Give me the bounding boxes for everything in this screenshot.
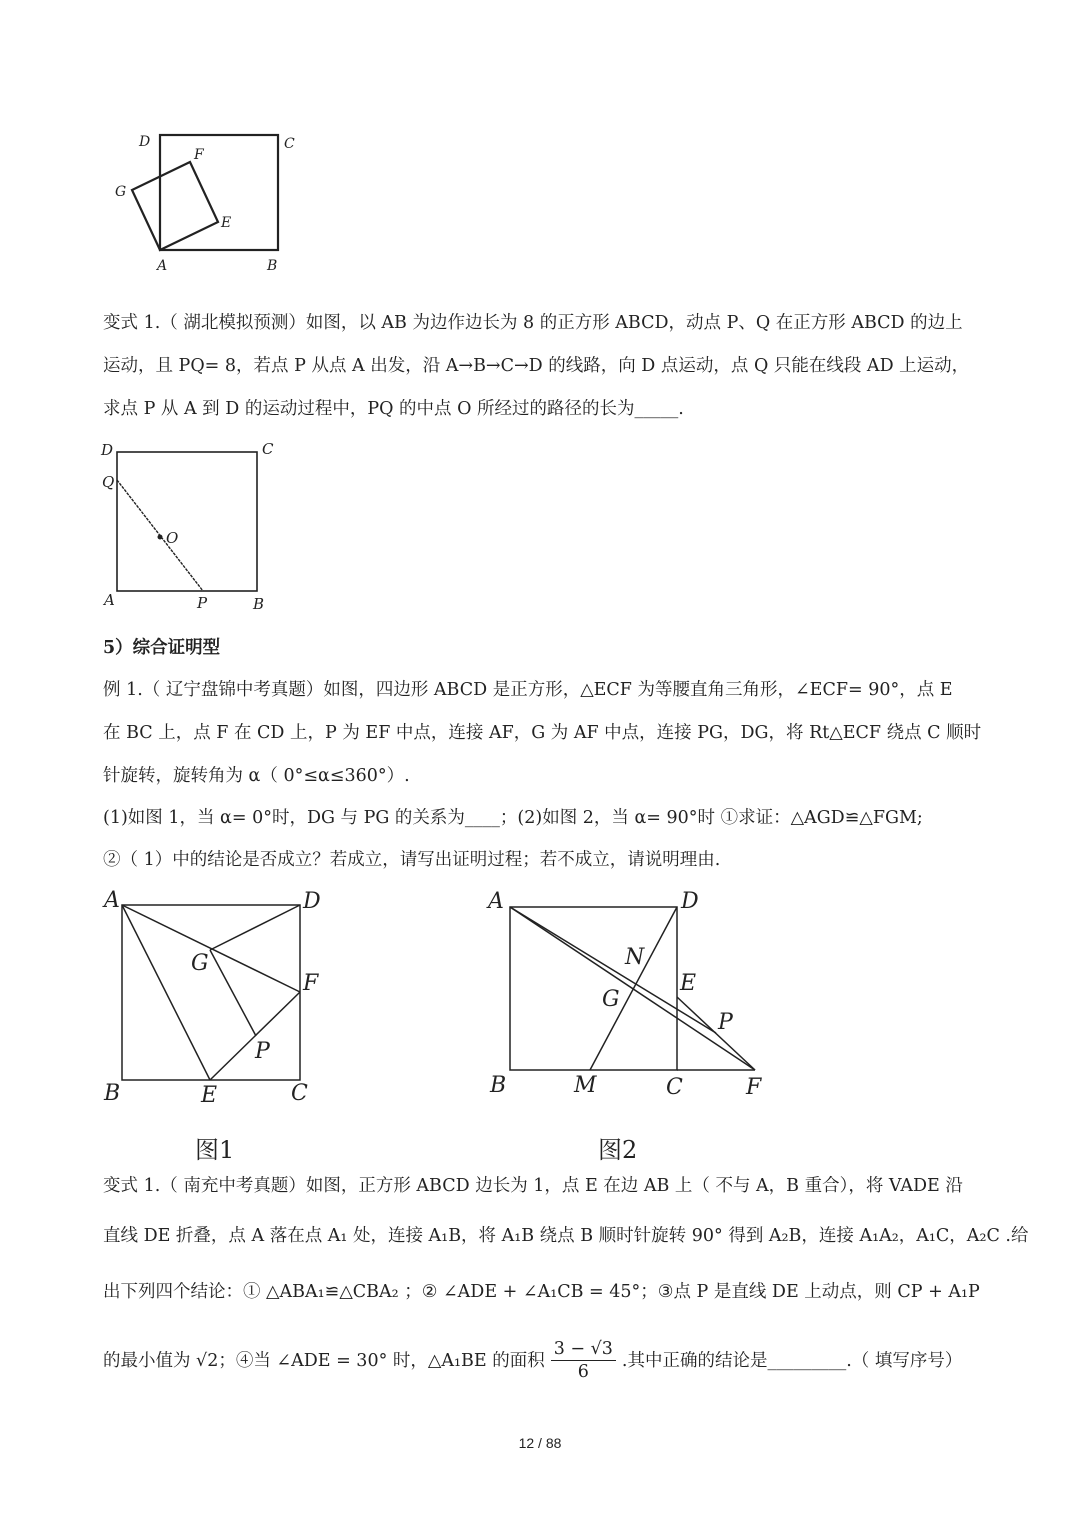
example1-line-4: (1)如图 1，当 α= 0°时，DG 与 PG 的关系为____；(2)如图 2，当 α= 90°时 ①求证：△AGD≌△FGM; <box>103 808 923 828</box>
label-E: E <box>680 971 697 996</box>
label-G: G <box>115 184 127 200</box>
label-M: M <box>574 1073 597 1098</box>
area-fraction <box>551 1338 616 1383</box>
label-B: B <box>267 258 278 274</box>
example1-line-5: ②（ 1）中的结论是否成立？若成立，请写出证明过程；若不成立，请说明理由. <box>103 850 721 870</box>
variant1b-line-2: 直线 DE 折叠，点 A 落在点 A₁ 处，连接 A₁B，将 A₁B 绕点 B 顺时针旋转 90° 得到 A₂B，连接 A₁A₂，A₁C，A₂C .给 <box>103 1226 1029 1246</box>
label-C: C <box>291 1081 308 1106</box>
variant1-line-1: 变式 1.（ 湖北模拟预测）如图，以 AB 为边作边长为 8 的正方形 ABCD，动点 P、Q 在正方形 ABCD 的边上 <box>103 313 963 333</box>
label-F: F <box>194 147 204 163</box>
figure-2-caption: 图2 <box>598 1136 638 1164</box>
page-number: 12 / 88 <box>518 1435 562 1451</box>
label-A: A <box>104 591 115 609</box>
label-D: D <box>101 441 114 459</box>
label-C: C <box>666 1075 683 1100</box>
figure-rotated-square <box>115 134 295 274</box>
variant1b-line-3: 出下列四个结论：① △ABA₁≌△CBA₂ ；② ∠ADE + ∠A₁CB = 45°；③点 P 是直线 DE 上动点，则 CP + A₁P <box>103 1282 980 1302</box>
label-A: A <box>104 888 120 913</box>
figure-pq-square <box>100 440 274 613</box>
figure-2 <box>486 889 762 1100</box>
label-F: F <box>303 971 319 996</box>
label-B: B <box>104 1081 121 1106</box>
label-P: P <box>718 1010 733 1035</box>
label-F: F <box>746 1075 762 1100</box>
label-B: B <box>490 1073 507 1098</box>
label-E: E <box>221 215 232 231</box>
label-D: D <box>681 889 699 914</box>
fraction-numerator: 3 − √3 <box>551 1338 616 1361</box>
label-A: A <box>157 258 168 274</box>
variant1-line-3: 求点 P 从 A 到 D 的运动过程中，PQ 的中点 O 所经过的路径的长为_____. <box>103 399 684 419</box>
variant1-line-2: 运动，且 PQ= 8，若点 P 从点 A 出发，沿 A→B→C→D 的线路，向 D 点运动，点 Q 只能在线段 AD 上运动， <box>103 356 970 376</box>
label-G: G <box>602 987 620 1012</box>
variant1b-line-4-tail: .其中正确的结论是_________.（ 填写序号） <box>621 1350 963 1371</box>
figure-1 <box>102 888 321 1108</box>
figure-1-caption: 图1 <box>195 1136 235 1164</box>
label-E: E <box>201 1083 218 1108</box>
label-C: C <box>284 136 295 152</box>
example1-line-3: 针旋转，旋转角为 α（ 0°≤α≤360°）. <box>103 766 410 786</box>
label-C: C <box>262 440 274 458</box>
fraction-denominator: 6 <box>577 1362 589 1382</box>
example1-line-1: 例 1.（ 辽宁盘锦中考真题）如图，四边形 ABCD 是正方形，△ECF 为等腰直角三角形，∠ECF= 90°，点 E <box>103 680 953 700</box>
label-Q: Q <box>102 473 115 491</box>
variant1b-line-1: 变式 1.（ 南充中考真题）如图，正方形 ABCD 边长为 1，点 E 在边 AB 上（ 不与 A，B 重合），将 VADE 沿 <box>103 1176 963 1196</box>
label-P: P <box>197 594 208 612</box>
label-N: N <box>625 945 645 970</box>
label-D: D <box>139 134 151 150</box>
label-B: B <box>253 595 265 613</box>
section-heading: 5）综合证明型 <box>103 638 221 658</box>
label-A: A <box>488 889 504 914</box>
label-D: D <box>303 889 321 914</box>
variant1b-line-4-row <box>103 1338 962 1383</box>
label-P: P <box>255 1039 270 1064</box>
example1-line-2: 在 BC 上，点 F 在 CD 上，P 为 EF 中点，连接 AF，G 为 AF 中点，连接 PG，DG，将 Rt△ECF 绕点 C 顺时 <box>103 723 982 743</box>
variant1b-line-4: 的最小值为 √2；④当 ∠ADE = 30° 时，△A₁BE 的面积 <box>103 1350 545 1371</box>
label-G: G <box>191 951 209 976</box>
label-O: O <box>166 529 179 547</box>
